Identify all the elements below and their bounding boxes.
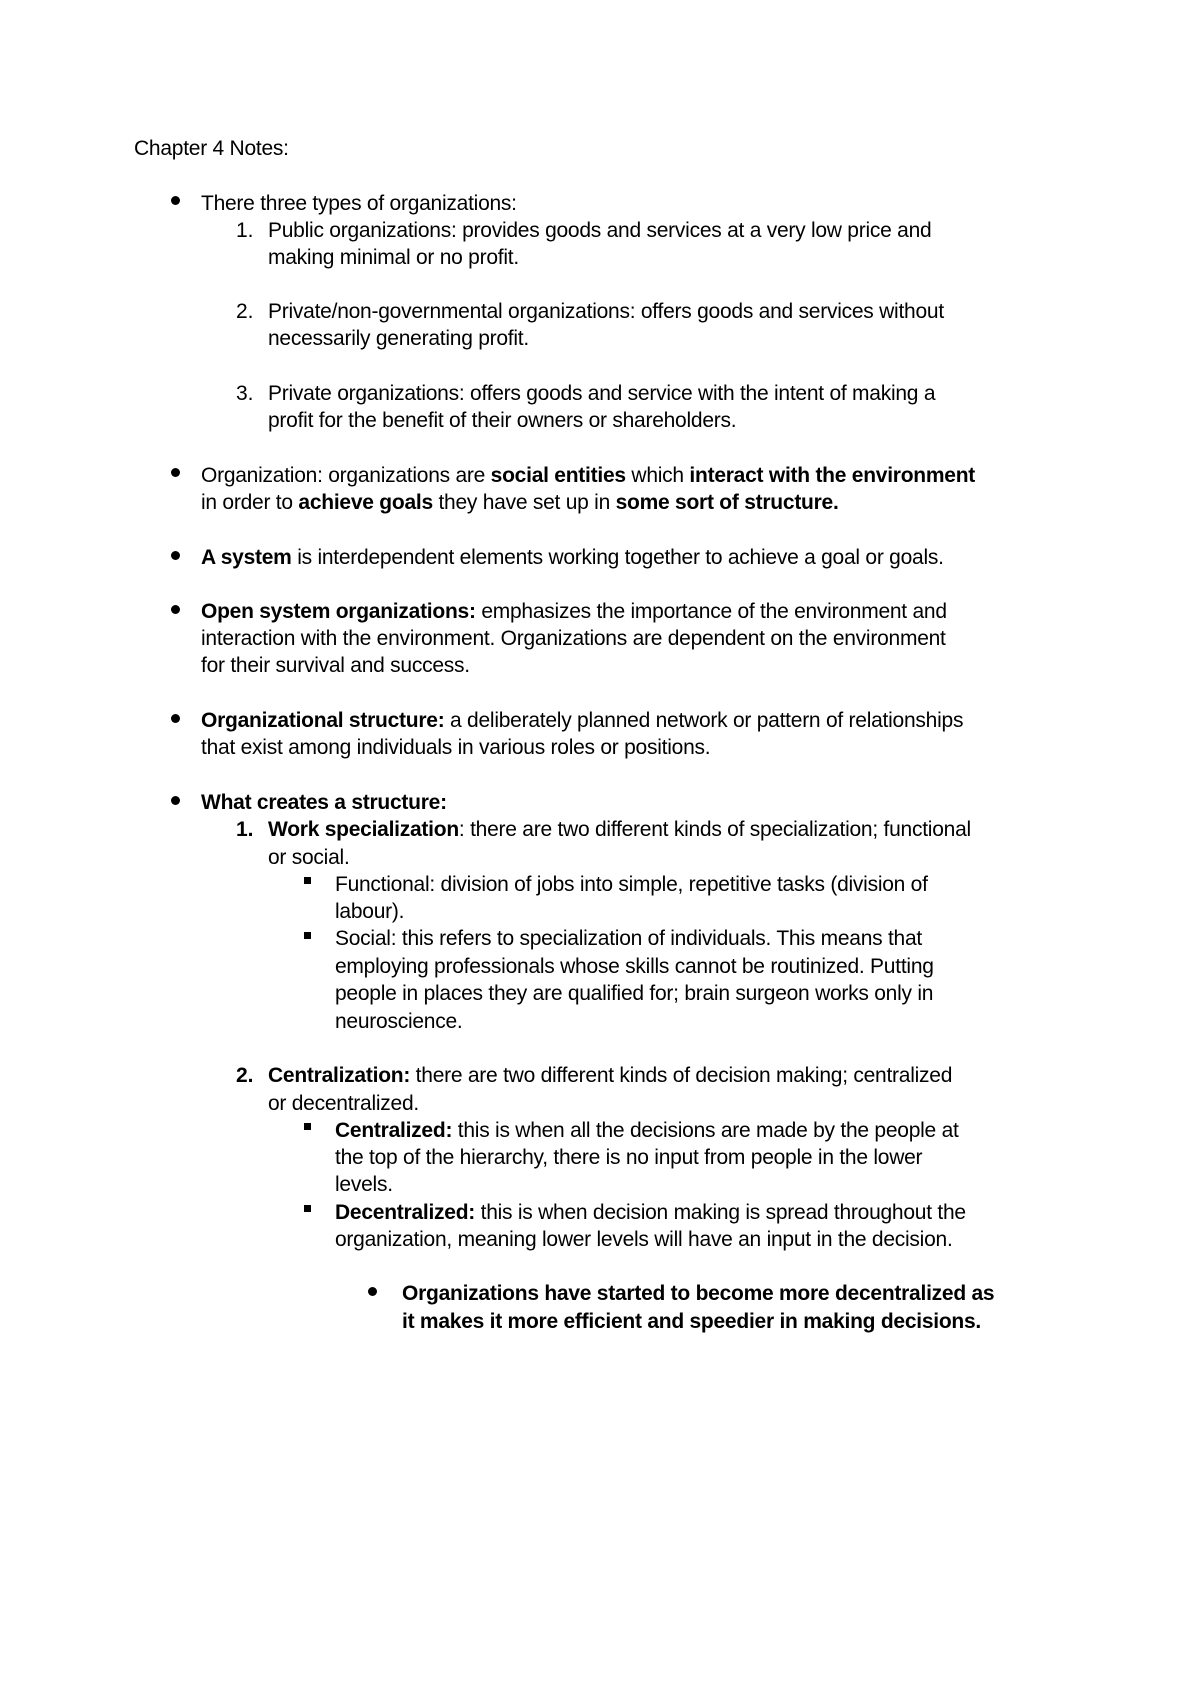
text-run: Organization: organizations are [201, 464, 491, 487]
system-definition [201, 543, 944, 573]
text-run: there are two different kinds of decision making; centralized [410, 1064, 953, 1087]
bullet-icon [171, 796, 180, 805]
bullet-icon [171, 196, 180, 205]
square-bullet-icon [304, 932, 311, 939]
centralization-line [268, 1061, 952, 1091]
list-item-text: necessarily generating profit. [268, 327, 529, 350]
text-run: : there are two different kinds of specialization; functional [458, 818, 971, 841]
text-run: a deliberately planned network or pattern of relationships [444, 709, 964, 732]
list-number: 1. [236, 818, 254, 841]
sub-item-text: people in places they are qualified for; brain surgeon works only in [335, 982, 934, 1005]
text-run: this is when all the decisions are made by the people at [452, 1119, 959, 1142]
bold-term: Centralized: [335, 1119, 453, 1142]
bold-term: Decentralized: [335, 1201, 476, 1224]
note-text: it makes it more efficient and speedier in making decisions. [402, 1310, 982, 1333]
text-run: this is when decision making is spread throughout the [475, 1201, 966, 1224]
sub-item-text: the top of the hierarchy, there is no input from people in the lower [335, 1146, 923, 1169]
page-title: Chapter 4 Notes: [134, 137, 289, 160]
bullet-icon [171, 551, 180, 560]
centralization-line: or decentralized. [268, 1092, 420, 1115]
bold-term: Centralization: [268, 1064, 411, 1087]
sub-item-text [335, 1198, 966, 1228]
open-system-definition: for their survival and success. [201, 654, 470, 677]
section-heading: What creates a structure: [201, 791, 447, 814]
sub-item-text: employing professionals whose skills cannot be routinized. Putting [335, 955, 934, 978]
sub-item-text: labour). [335, 900, 405, 923]
bold-term: some sort of structure. [615, 491, 839, 514]
bold-term: achieve goals [298, 491, 433, 514]
list-number: 3. [236, 382, 254, 405]
list-item-text: Private/non-governmental organizations: offers goods and services without [268, 300, 944, 323]
open-system-definition [201, 597, 947, 627]
square-bullet-icon [304, 1123, 311, 1130]
list-item-text: making minimal or no profit. [268, 246, 519, 269]
list-item-text: profit for the benefit of their owners or shareholders. [268, 409, 737, 432]
note-text: Organizations have started to become more decentralized as [402, 1282, 995, 1305]
bold-term: A system [201, 546, 292, 569]
sub-item-text: Social: this refers to specialization of individuals. This means that [335, 927, 922, 950]
bold-term: social entities [490, 464, 626, 487]
list-number: 1. [236, 219, 254, 242]
sub-item-text [335, 1116, 959, 1146]
sub-item-text: neuroscience. [335, 1010, 463, 1033]
list-item-text: Private organizations: offers goods and service with the intent of making a [268, 382, 936, 405]
org-structure-definition [201, 706, 963, 736]
bold-term: Organizational structure: [201, 709, 445, 732]
list-number: 2. [236, 300, 254, 323]
bold-term: Open system organizations: [201, 600, 476, 623]
bold-term: interact with the environment [689, 464, 976, 487]
open-system-definition: interaction with the environment. Organizations are dependent on the environment [201, 627, 946, 650]
square-bullet-icon [304, 877, 311, 884]
list-number: 2. [236, 1064, 254, 1087]
sub-item-text: organization, meaning lower levels will have an input in the decision. [335, 1228, 953, 1251]
bullet-icon [171, 605, 180, 614]
organization-definition-line [201, 488, 839, 518]
work-specialization-line: or social. [268, 846, 350, 869]
square-bullet-icon [304, 1205, 311, 1212]
bullet-icon [171, 714, 180, 723]
org-structure-definition: that exist among individuals in various roles or positions. [201, 736, 711, 759]
sub-item-text: Functional: division of jobs into simple, repetitive tasks (division of [335, 873, 928, 896]
bullet-icon [368, 1287, 377, 1296]
text-run: emphasizes the importance of the environment and [475, 600, 947, 623]
text-run: in order to [201, 491, 299, 514]
bold-term: Work specialization [268, 818, 459, 841]
types-intro: There three types of organizations: [201, 192, 517, 215]
text-run: they have set up in [432, 491, 616, 514]
text-run: which [625, 464, 690, 487]
bullet-icon [171, 468, 180, 477]
list-item-text: Public organizations: provides goods and services at a very low price and [268, 219, 932, 242]
organization-definition-line [201, 461, 975, 491]
sub-item-text: levels. [335, 1173, 393, 1196]
work-specialization-line [268, 815, 971, 845]
text-run: is interdependent elements working together to achieve a goal or goals. [291, 546, 944, 569]
